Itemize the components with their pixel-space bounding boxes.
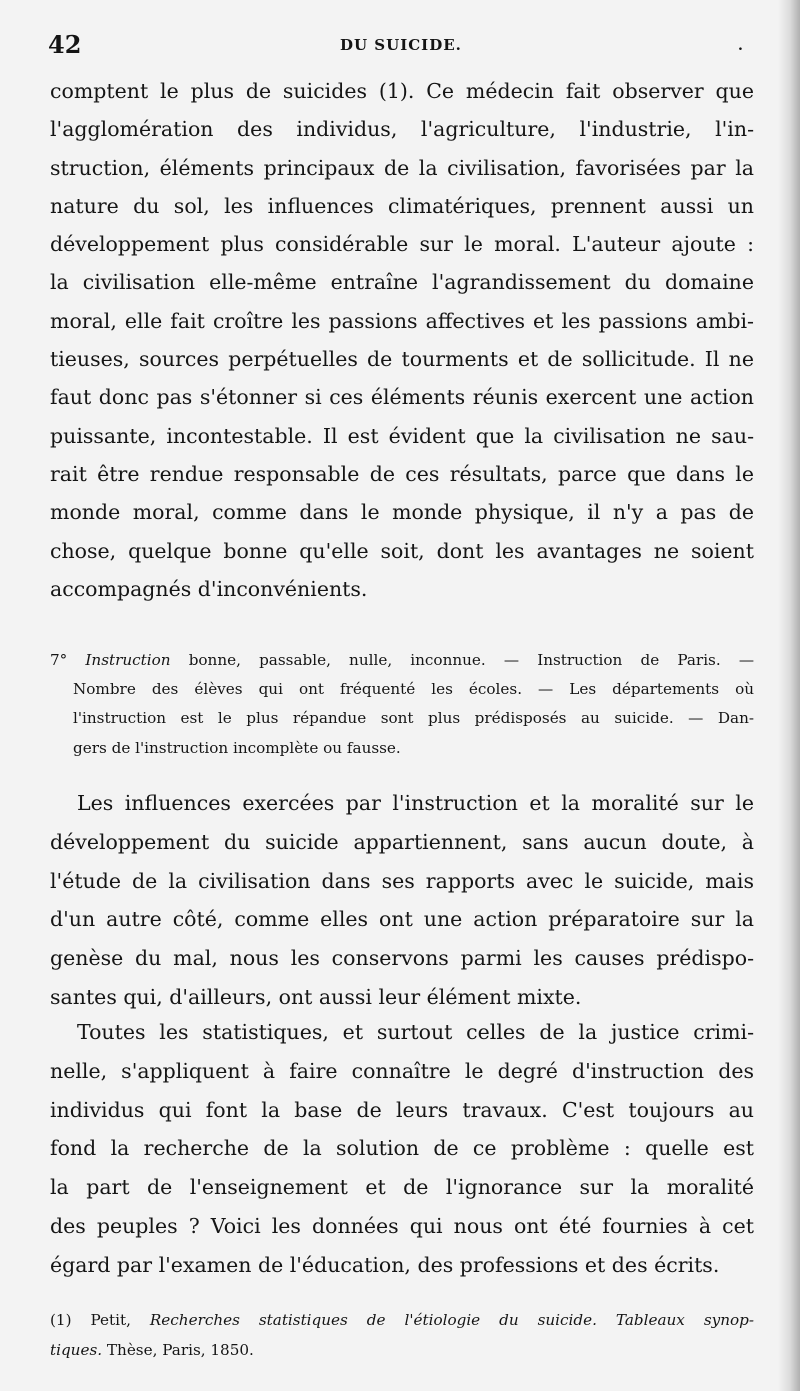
- text-line: individus qui font la base de leurs travaux. C'est toujours au: [50, 1097, 754, 1122]
- text-line: Toutes les statistiques, et surtout celles de la justice crimi-: [77, 1020, 754, 1044]
- page-number: 42: [48, 30, 82, 59]
- text-line: développement plus considérable sur le moral. L'auteur ajoute :: [50, 232, 754, 257]
- footnote: [50, 1305, 754, 1365]
- paragraph-civilisation: [50, 72, 754, 608]
- text-line: égard par l'examen de l'éducation, des professions et des écrits.: [50, 1252, 720, 1277]
- footnote-title-end: tiques.: [50, 1341, 103, 1359]
- summary-line: [50, 646, 754, 675]
- summary-line: Nombre des élèves qui ont fréquenté les écoles. — Les départements où: [73, 680, 754, 699]
- footnote-title: Recherches statistiques de l'étiologie du suicide. Tableaux synop-: [149, 1311, 754, 1329]
- text-line: développement du suicide appartiennent, sans aucun doute, à: [50, 829, 754, 854]
- footnote-line: [50, 1335, 754, 1365]
- footnote-author: Petit,: [71, 1311, 150, 1329]
- text-line: l'agglomération des individus, l'agriculture, l'industrie, l'in-: [50, 117, 754, 142]
- summary-text: bonne, passable, nulle, inconnue. — Instruction de Paris. —: [170, 651, 755, 669]
- text-line: des peuples ? Voici les données qui nous ont été fournies à cet: [50, 1213, 754, 1238]
- text-line: puissante, incontestable. Il est évident que la civilisation ne sau-: [50, 423, 754, 448]
- text-line: la part de l'enseignement et de l'ignorance sur la moralité: [50, 1175, 754, 1200]
- summary-line: gers de l'instruction incomplète ou fausse.: [73, 738, 401, 757]
- text-line: chose, quelque bonne qu'elle soit, dont les avantages ne soient: [50, 538, 754, 563]
- text-line: nelle, s'appliquent à faire connaître le degré d'instruction des: [50, 1058, 754, 1083]
- text-line: nature du sol, les influences climatériques, prennent aussi un: [50, 193, 754, 218]
- text-line: comptent le plus de suicides (1). Ce médecin fait observer que: [50, 79, 754, 103]
- text-line: santes qui, d'ailleurs, ont aussi leur élément mixte.: [50, 984, 582, 1009]
- text-line: fond la recherche de la solution de ce problème : quelle est: [50, 1136, 754, 1161]
- text-line: d'un autre côté, comme elles ont une action préparatoire sur la: [50, 907, 754, 932]
- text-line: Les influences exercées par l'instruction et la moralité sur le: [77, 791, 754, 815]
- text-line: faut donc pas s'étonner si ces éléments réunis exercent une action: [50, 385, 754, 410]
- footnote-publication: Thèse, Paris, 1850.: [102, 1341, 254, 1359]
- section-number: 7°: [50, 651, 68, 669]
- text-line: la civilisation elle-même entraîne l'agrandissement du domaine: [50, 270, 754, 295]
- running-head: [48, 30, 748, 60]
- footnote-marker: (1): [50, 1311, 72, 1329]
- text-line: rait être rendue responsable de ces résultats, parce que dans le: [50, 461, 754, 486]
- text-line: tieuses, sources perpétuelles de tourments et de sollicitude. Il ne: [50, 347, 754, 372]
- paragraph-influences: [50, 784, 754, 1017]
- text-line: genèse du mal, nous les conservons parmi les causes prédispo-: [50, 946, 754, 971]
- header-ornament: .: [738, 38, 743, 54]
- text-line: moral, elle fait croître les passions affectives et les passions ambi-: [50, 308, 754, 333]
- text-line: l'étude de la civilisation dans ses rapports avec le suicide, mais: [50, 868, 754, 893]
- text-line: struction, éléments principaux de la civilisation, favorisées par la: [50, 155, 754, 180]
- section-keyword: Instruction: [85, 651, 171, 669]
- text-line: monde moral, comme dans le monde physique, il n'y a pas de: [50, 500, 754, 525]
- summary-line: l'instruction est le plus répandue sont plus prédisposés au suicide. — Dan-: [73, 709, 754, 728]
- text-line: accompagnés d'inconvénients.: [50, 576, 368, 601]
- paragraph-statistiques: [50, 1013, 754, 1285]
- running-title: DU SUICIDE.: [340, 36, 462, 54]
- page-edge-shadow: [778, 0, 800, 1391]
- section-summary: [50, 646, 754, 763]
- footnote-line: [50, 1305, 754, 1335]
